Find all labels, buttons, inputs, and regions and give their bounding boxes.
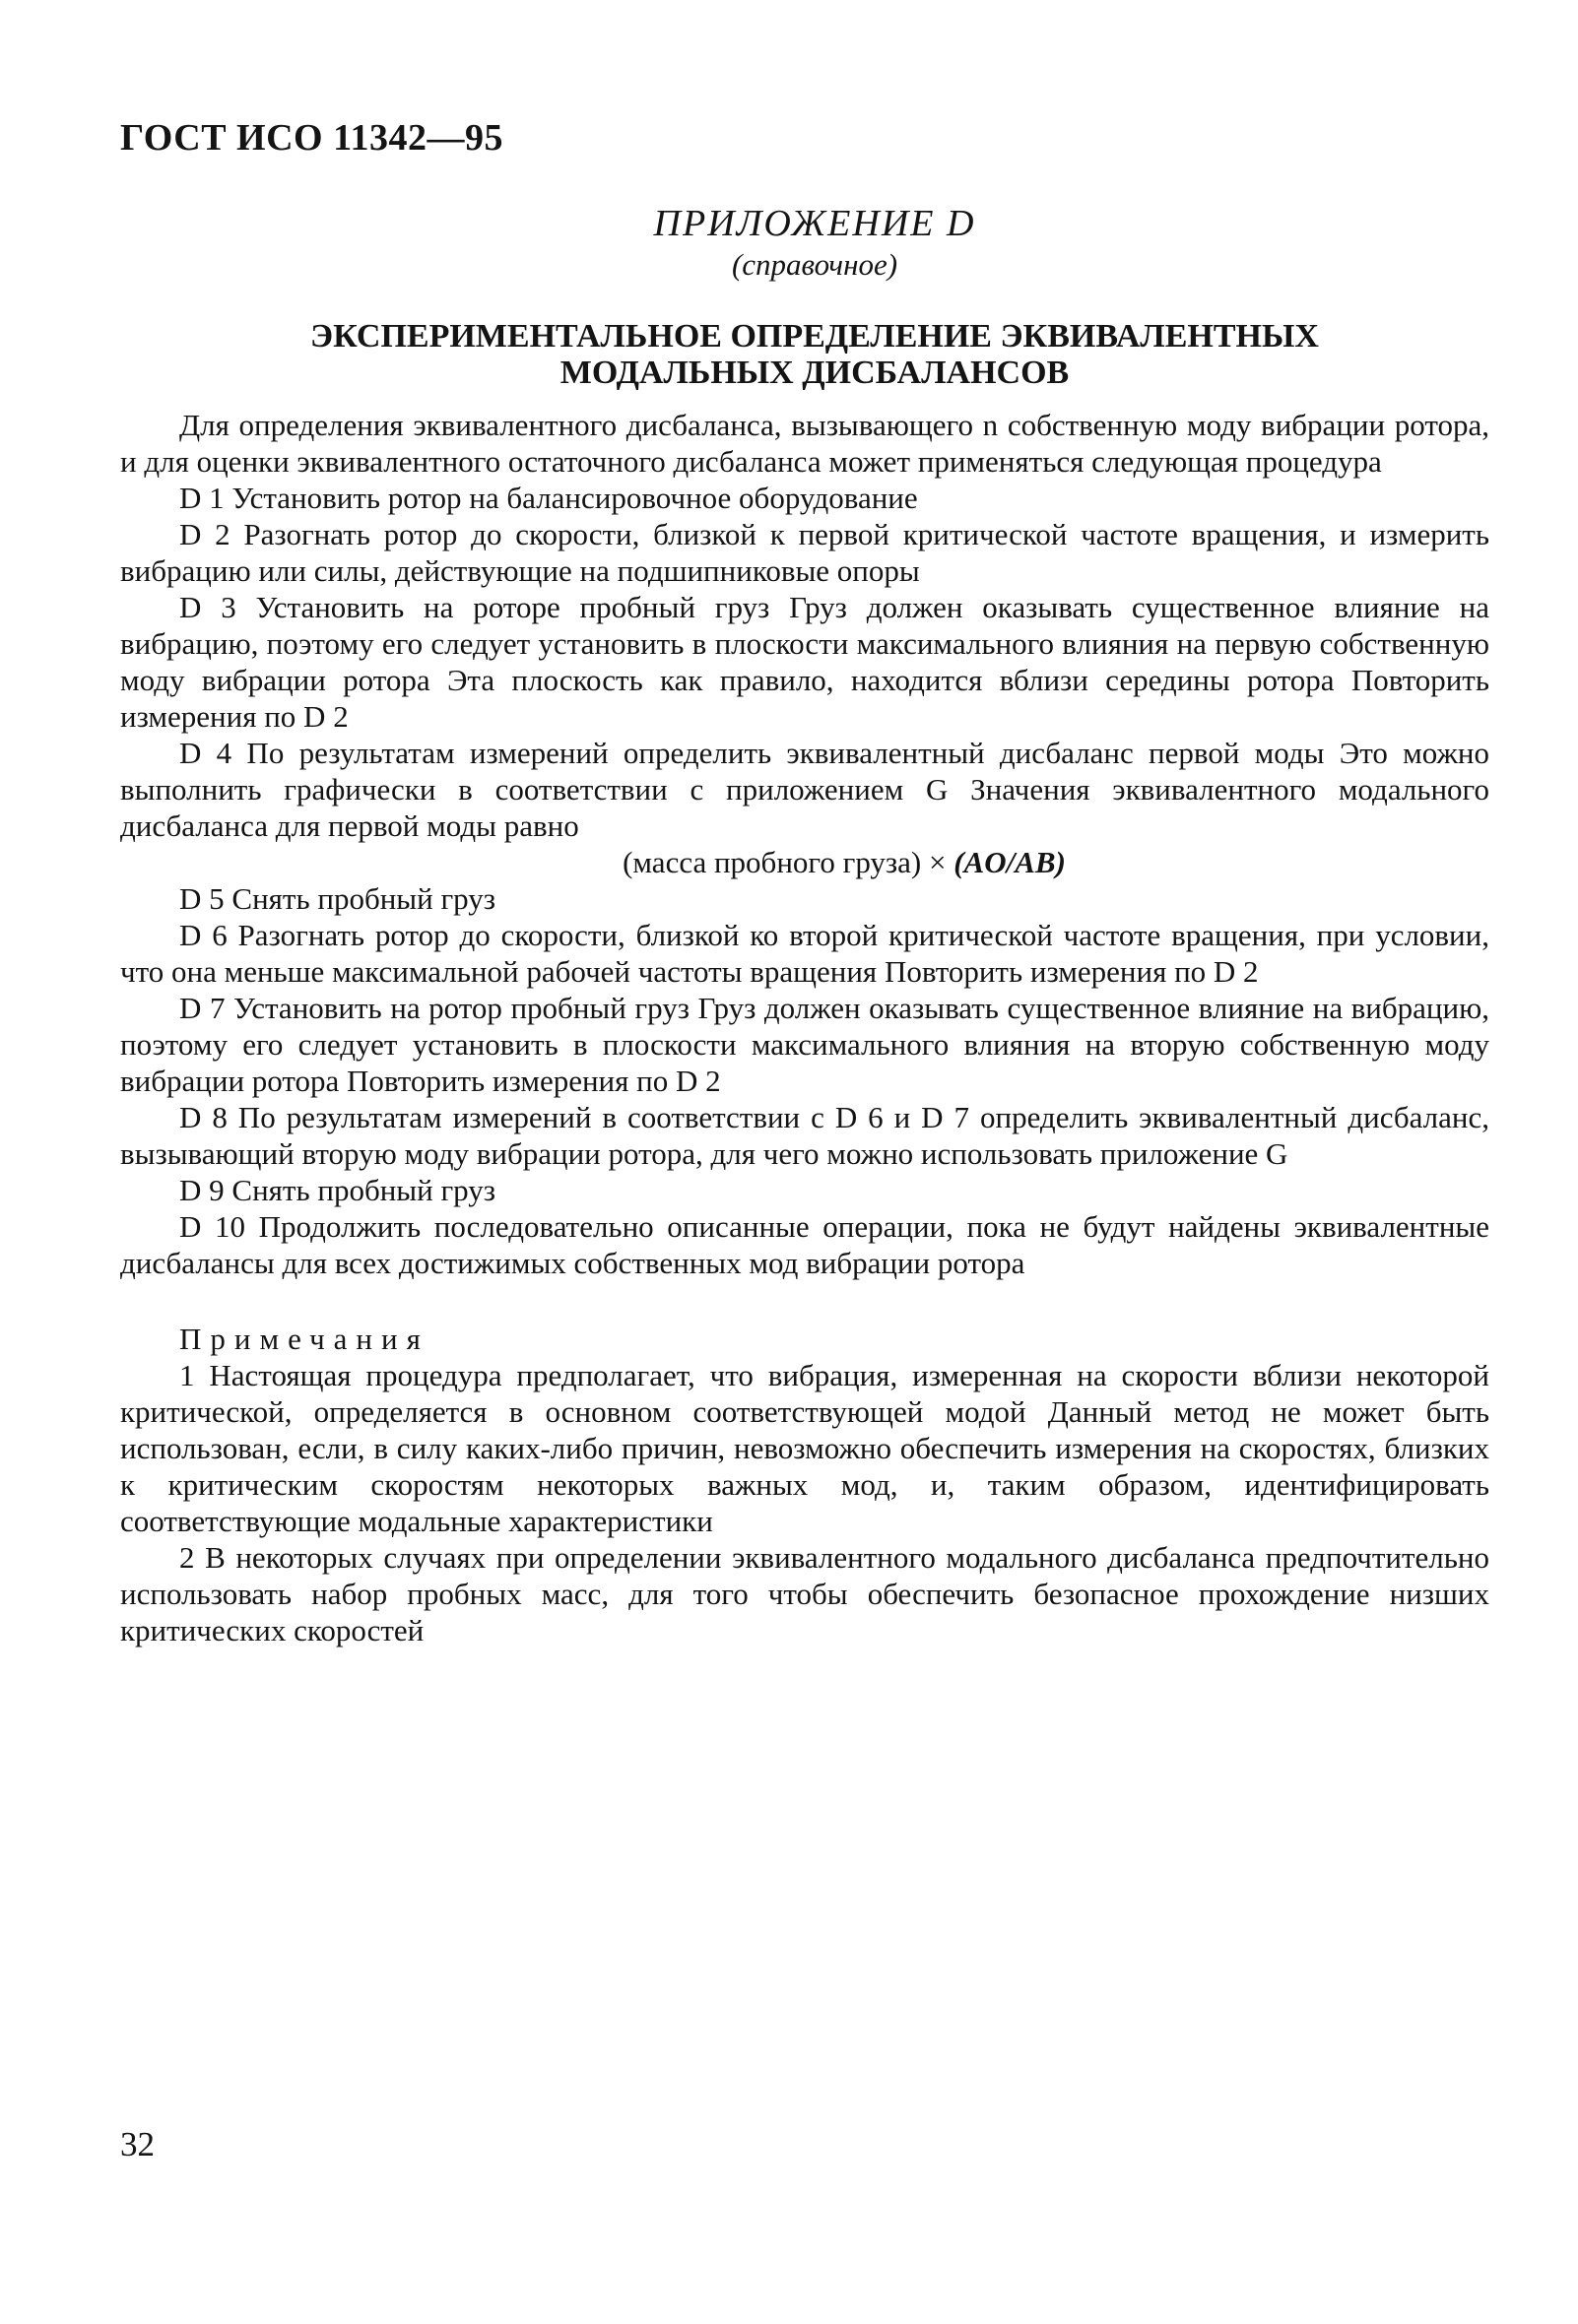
appendix-subtitle: (справочное) <box>731 247 898 282</box>
document-code: ГОСТ ИСО 11342—95 <box>120 117 504 159</box>
procedure-body <box>120 407 1489 1648</box>
equivalent-unbalance-formula <box>120 844 1489 880</box>
notes-block <box>120 1321 1489 1648</box>
step-d10: D 10 Продолжить последовательно описанные операции, пока не будут найдены эквивалентные дисбалансы для всех достижимых собственных мод вибрации ротора <box>120 1209 1489 1280</box>
step-d9: D 9 Снять пробный груз <box>179 1173 496 1207</box>
step-d1: D 1 Установить ротор на балансировочное оборудование <box>179 481 918 515</box>
note-2: 2 В некоторых случаях при определении эквивалентного модального дисбаланса предпочтительно использовать набор пробных масс, для того чтобы обеспечить безопасное прохождение низших критических скоростей <box>120 1540 1489 1647</box>
notes-heading: Примечания <box>179 1322 429 1356</box>
note-1: 1 Настоящая процедура предполагает, что вибрация, измеренная на скорости вблизи некоторой критической, определяется в основном соответствующей модой Данный метод не может быть использован, если, в силу каких-либо причин, невозможно обеспечить измерения на скоростях, близких к критическим скоростям некоторых важных мод, и, таким образом, идентифицировать соответствующие модальные характеристики <box>120 1358 1489 1538</box>
formula-prefix: (масса пробного груза) × <box>623 845 954 879</box>
step-d4: D 4 По результатам измерений определить эквивалентный дисбаланс первой моды Это можно выполнить графически в соответствии с приложением G Значения эквивалентного модального дисбаланса для первой моды равно <box>120 736 1489 843</box>
step-d7: D 7 Установить на ротор пробный груз Груз должен оказывать существенное влияние на вибрацию, поэтому его следует установить в плоскости максимального влияния на вторую собственную моду вибрации ротора Повторить измерения по D 2 <box>120 991 1489 1098</box>
section-heading-line-2: МОДАЛЬНЫХ ДИСБАЛАНСОВ <box>559 355 1070 391</box>
step-d8: D 8 По результатам измерений в соответствии с D 6 и D 7 определить эквивалентный дисбаланс, вызывающий вторую моду вибрации ротора, для чего можно использовать приложение G <box>120 1100 1489 1171</box>
page-number: 32 <box>120 2125 155 2163</box>
intro-paragraph: Для определения эквивалентного дисбаланса, вызывающего n собственную моду вибрации ротора, и для оценки эквивалентного остаточного дисбаланса может применяться следующая процедура <box>120 408 1489 479</box>
section-heading <box>140 318 1489 391</box>
appendix-title: ПРИЛОЖЕНИЕ D <box>653 203 976 244</box>
formula-ratio: (AO/AB) <box>953 845 1066 879</box>
step-d5: D 5 Снять пробный груз <box>179 881 496 916</box>
step-d2: D 2 Разогнать ротор до скорости, близкой к первой критической частоте вращения, и измерить вибрацию или силы, действующие на подшипниковые опоры <box>120 517 1489 588</box>
page-content <box>120 202 1489 1648</box>
section-heading-line-1: ЭКСПЕРИМЕНТАЛЬНОЕ ОПРЕДЕЛЕНИЕ ЭКВИВАЛЕНТНЫХ <box>310 318 1319 355</box>
step-d3: D 3 Установить на роторе пробный груз Груз должен оказывать существенное влияние на вибрацию, поэтому его следует установить в плоскости максимального влияния на первую собственную моду вибрации ротора Эта плоскость как правило, находится вблизи середины ротора Повторить измерения по D 2 <box>120 590 1489 734</box>
step-d6: D 6 Разогнать ротор до скорости, близкой ко второй критической частоте вращения, при условии, что она меньше максимальной рабочей частоты вращения Повторить измерения по D 2 <box>120 918 1489 989</box>
